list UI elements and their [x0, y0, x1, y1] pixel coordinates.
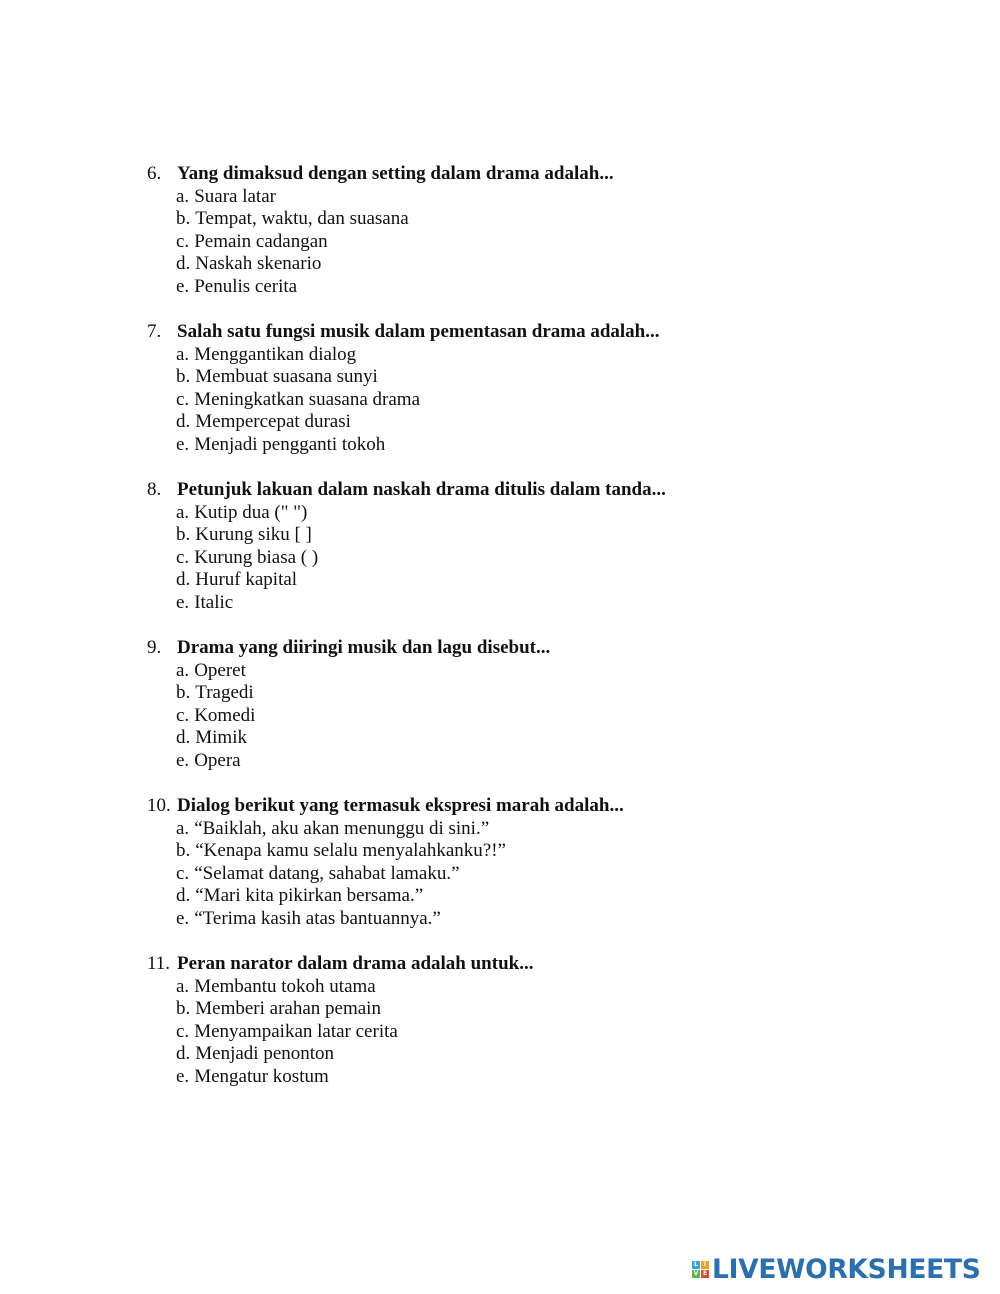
- question-text: Petunjuk lakuan dalam naskah drama ditulis dalam tanda...: [177, 479, 666, 500]
- question-header: [147, 953, 847, 976]
- option-d[interactable]: [176, 1043, 847, 1066]
- logo-cell: V: [693, 1269, 699, 1277]
- option-letter: d.: [176, 569, 191, 591]
- option-letter: d.: [176, 727, 191, 749]
- option-text: Menggantikan dialog: [194, 343, 357, 365]
- brand-name: LIVEWORKSHEETS: [712, 1253, 981, 1285]
- question-10: [147, 795, 847, 931]
- option-text: Tempat, waktu, dan suasana: [195, 208, 409, 230]
- option-text: “Mari kita pikirkan bersama.”: [195, 885, 424, 907]
- option-text: “Kenapa kamu selalu menyalahkanku?!”: [195, 840, 506, 862]
- question-text: Drama yang diiringi musik dan lagu disebut...: [177, 637, 551, 658]
- option-list: [147, 976, 847, 1089]
- option-letter: a.: [176, 975, 190, 997]
- option-letter: b.: [176, 998, 191, 1020]
- option-text: Meningkatkan suasana drama: [194, 388, 420, 410]
- option-text: Naskah skenario: [195, 253, 322, 275]
- question-9: [147, 637, 847, 773]
- question-7: [147, 321, 847, 457]
- option-e[interactable]: [176, 908, 847, 931]
- option-letter: a.: [176, 817, 190, 839]
- option-a[interactable]: [176, 818, 847, 841]
- question-number: 11.: [147, 953, 171, 974]
- question-text: Dialog berikut yang termasuk ekspresi marah adalah...: [177, 795, 624, 816]
- option-letter: c.: [176, 546, 190, 568]
- option-b[interactable]: [176, 366, 847, 389]
- option-e[interactable]: [176, 750, 847, 773]
- option-text: Huruf kapital: [195, 569, 298, 591]
- option-text: “Baiklah, aku akan menunggu di sini.”: [194, 817, 490, 839]
- option-letter: a.: [176, 343, 190, 365]
- option-text: Mengatur kostum: [194, 1065, 329, 1087]
- question-number: 6.: [147, 163, 162, 184]
- question-6: [147, 163, 847, 299]
- option-text: Membantu tokoh utama: [194, 975, 376, 997]
- option-b[interactable]: [176, 998, 847, 1021]
- option-e[interactable]: [176, 1066, 847, 1089]
- option-d[interactable]: [176, 411, 847, 434]
- option-letter: c.: [176, 704, 190, 726]
- option-text: Tragedi: [195, 682, 254, 704]
- option-text: Kurung siku [ ]: [195, 524, 312, 546]
- option-letter: a.: [176, 501, 190, 523]
- option-letter: e.: [176, 591, 190, 613]
- logo-cell: L: [692, 1261, 700, 1269]
- option-text: Italic: [194, 591, 234, 613]
- option-b[interactable]: [176, 524, 847, 547]
- option-text: Membuat suasana sunyi: [195, 366, 378, 388]
- option-letter: a.: [176, 659, 190, 681]
- option-b[interactable]: [176, 208, 847, 231]
- option-e[interactable]: [176, 276, 847, 299]
- option-text: Komedi: [194, 704, 256, 726]
- question-text: Peran narator dalam drama adalah untuk...: [177, 953, 534, 974]
- option-letter: c.: [176, 862, 190, 884]
- option-d[interactable]: [176, 885, 847, 908]
- option-text: Menjadi pengganti tokoh: [194, 433, 386, 455]
- option-letter: c.: [176, 388, 190, 410]
- option-b[interactable]: [176, 840, 847, 863]
- option-c[interactable]: [176, 547, 847, 570]
- option-text: Kutip dua (" "): [194, 501, 308, 523]
- question-header: [147, 637, 847, 660]
- liveworksheets-logo-icon: [692, 1261, 709, 1278]
- option-letter: b.: [176, 366, 191, 388]
- question-header: [147, 163, 847, 186]
- option-a[interactable]: [176, 976, 847, 999]
- option-letter: d.: [176, 1043, 191, 1065]
- logo-cell: E: [702, 1269, 708, 1277]
- option-e[interactable]: [176, 434, 847, 457]
- option-b[interactable]: [176, 682, 847, 705]
- option-d[interactable]: [176, 253, 847, 276]
- option-letter: e.: [176, 275, 190, 297]
- option-text: Suara latar: [194, 185, 276, 207]
- option-text: “Selamat datang, sahabat lamaku.”: [194, 862, 460, 884]
- option-text: “Terima kasih atas bantuannya.”: [194, 907, 441, 929]
- option-letter: c.: [176, 1020, 190, 1042]
- option-list: [147, 344, 847, 457]
- question-11: [147, 953, 847, 1089]
- option-letter: b.: [176, 840, 191, 862]
- question-text: Yang dimaksud dengan setting dalam drama adalah...: [177, 163, 614, 184]
- option-letter: e.: [176, 433, 190, 455]
- option-letter: e.: [176, 1065, 190, 1087]
- question-number: 9.: [147, 637, 162, 658]
- option-letter: d.: [176, 253, 191, 275]
- question-number: 8.: [147, 479, 162, 500]
- option-text: Menyampaikan latar cerita: [194, 1020, 398, 1042]
- option-d[interactable]: [176, 569, 847, 592]
- option-c[interactable]: [176, 1021, 847, 1044]
- option-letter: b.: [176, 208, 191, 230]
- option-text: Operet: [194, 659, 246, 681]
- option-d[interactable]: [176, 727, 847, 750]
- option-e[interactable]: [176, 592, 847, 615]
- option-letter: e.: [176, 749, 190, 771]
- option-c[interactable]: [176, 231, 847, 254]
- option-list: [147, 186, 847, 299]
- option-text: Mempercepat durasi: [195, 411, 351, 433]
- option-c[interactable]: [176, 705, 847, 728]
- option-text: Memberi arahan pemain: [195, 998, 381, 1020]
- option-text: Pemain cadangan: [194, 230, 328, 252]
- option-letter: b.: [176, 682, 191, 704]
- question-8: [147, 479, 847, 615]
- option-list: [147, 502, 847, 615]
- question-header: [147, 321, 847, 344]
- option-letter: d.: [176, 411, 191, 433]
- option-text: Kurung biasa ( ): [194, 546, 319, 568]
- option-text: Mimik: [195, 727, 247, 749]
- option-text: Penulis cerita: [194, 275, 298, 297]
- question-header: [147, 479, 847, 502]
- option-c[interactable]: [176, 863, 847, 886]
- option-list: [147, 660, 847, 773]
- option-letter: a.: [176, 185, 190, 207]
- option-a[interactable]: [176, 660, 847, 683]
- option-text: Opera: [194, 749, 241, 771]
- question-number: 10.: [147, 795, 171, 816]
- option-a[interactable]: [176, 502, 847, 525]
- option-a[interactable]: [176, 186, 847, 209]
- option-text: Menjadi penonton: [195, 1043, 335, 1065]
- option-c[interactable]: [176, 389, 847, 412]
- liveworksheets-brand[interactable]: [692, 1253, 992, 1285]
- logo-cell: I: [701, 1261, 709, 1269]
- option-letter: c.: [176, 230, 190, 252]
- option-letter: e.: [176, 907, 190, 929]
- question-number: 7.: [147, 321, 162, 342]
- option-letter: b.: [176, 524, 191, 546]
- option-a[interactable]: [176, 344, 847, 367]
- option-letter: d.: [176, 885, 191, 907]
- option-list: [147, 818, 847, 931]
- question-text: Salah satu fungsi musik dalam pementasan drama adalah...: [177, 321, 660, 342]
- question-header: [147, 795, 847, 818]
